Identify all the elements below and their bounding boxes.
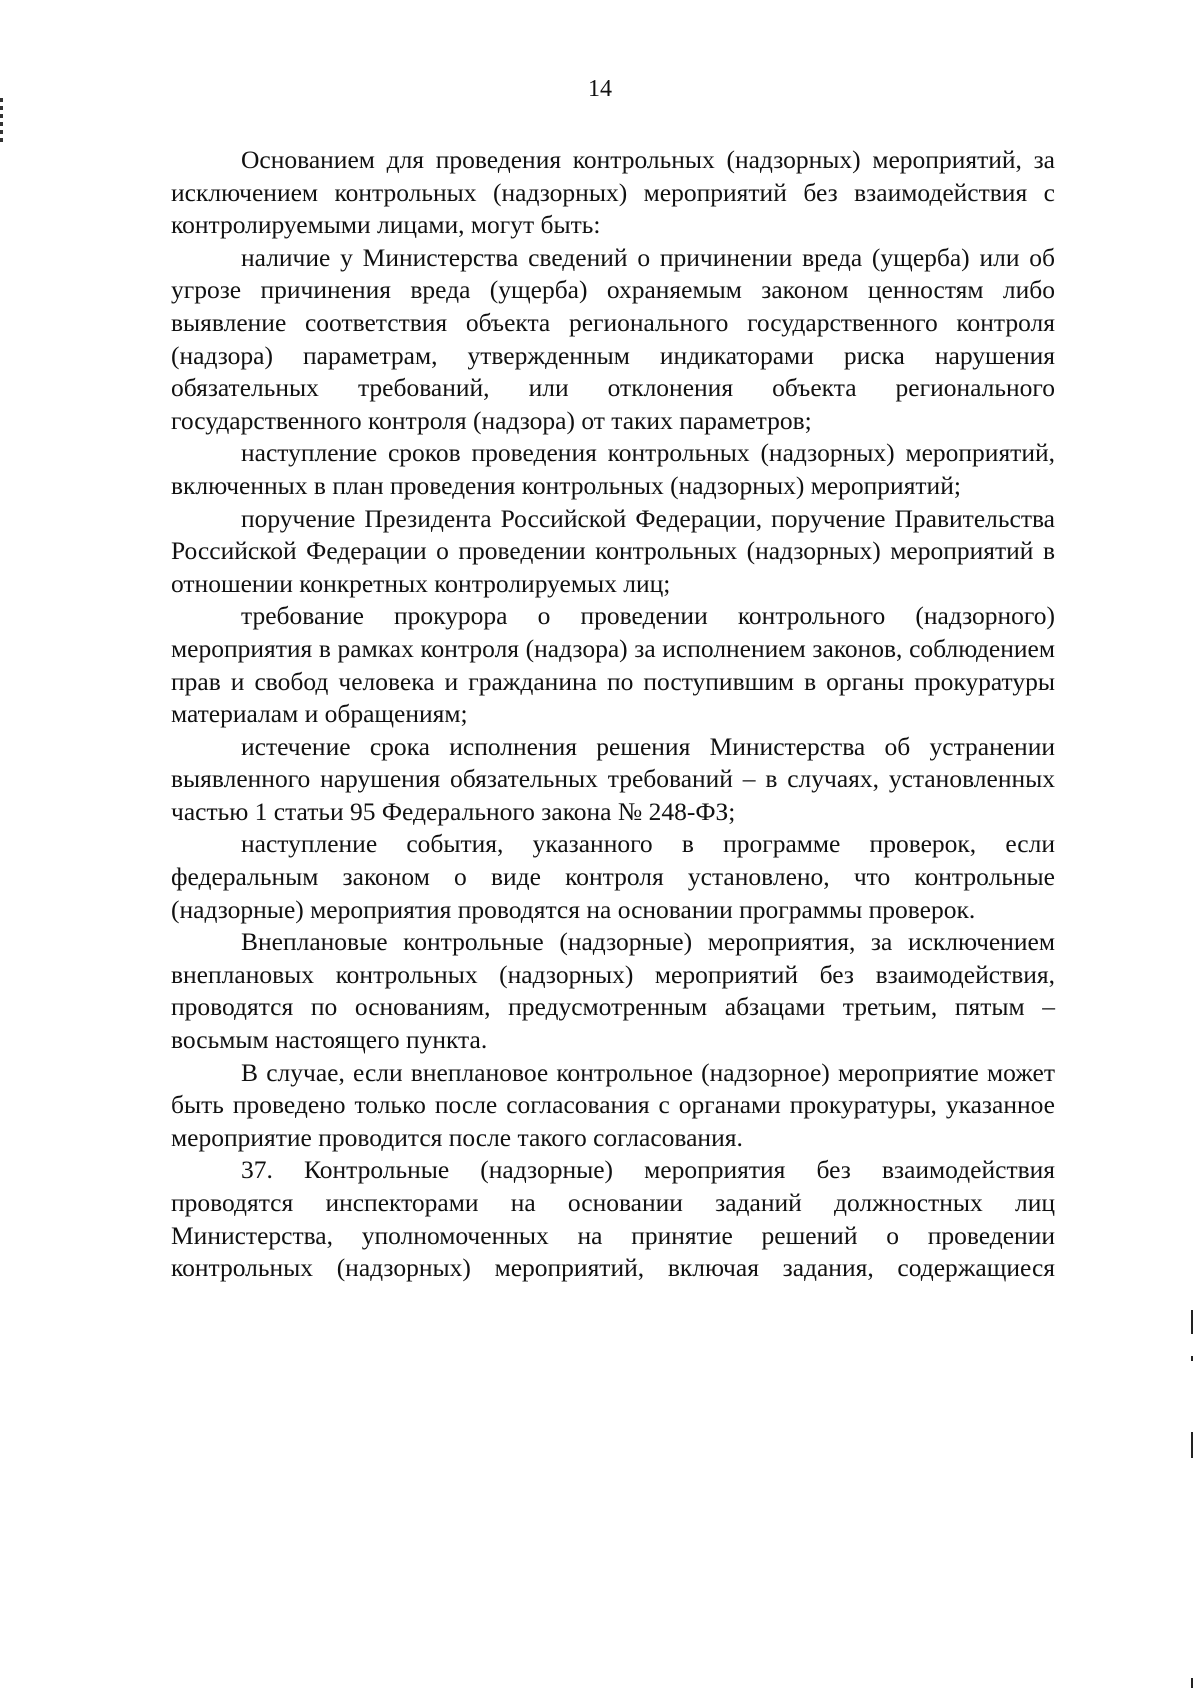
document-body	[171, 144, 1055, 1285]
paragraph-president-order: поручение Президента Российской Федерации, поручение Правительства Российской Федерации о проведении контрольных (надзорных) мероприятий в отношении конкретных контролируемых лиц;	[171, 503, 1055, 598]
paragraph-prosecutor-demand: требование прокурора о проведении контрольного (надзорного) мероприятия в рамках контроля (надзора) за исполнением законов, соблюдением прав и свобод человека и гражданина по поступившим в органы прокуратуры материалам и обращениям;	[171, 601, 1055, 729]
paragraph-item-37: 37. Контрольные (надзорные) мероприятия без взаимодействия проводятся инспекторами на основании заданий должностных лиц Министерства, уполномоченных на принятие решений о проведении контрольных (надзорных) мероприятий, включая задания, содержащиеся	[171, 1155, 1055, 1283]
paragraph-program-event: наступление события, указанного в программе проверок, если федеральным законом о виде контроля установлено, что контрольные (надзорные) мероприятия проводятся на основании программы проверок.	[171, 829, 1055, 924]
margin-mark	[1191, 1356, 1193, 1361]
paragraph-harm-info: наличие у Министерства сведений о причинении вреда (ущерба) или об угрозе причинения вреда (ущерба) охраняемым законом ценностям либо выявление соответствия объекта регионального государственного контроля (надзора) параметрам, утвержденным индикаторами риска нарушения обязательных требований, или отклонения объекта регионального государственного контроля (надзора) от таких параметров;	[171, 242, 1055, 435]
paragraph-unscheduled: Внеплановые контрольные (надзорные) мероприятия, за исключением внеплановых контрольных (надзорных) мероприятий без взаимодействия, проводятся по основаниям, предусмотренным абзацами третьим, пятым – восьмым настоящего пункта.	[171, 927, 1055, 1055]
paragraph-prosecutor-approval: В случае, если внеплановое контрольное (надзорное) мероприятие может быть проведено только после согласования с органами прокуратуры, указанное мероприятие проводится после такого согласования.	[171, 1057, 1055, 1152]
margin-mark	[1191, 1678, 1193, 1688]
margin-mark	[1191, 1310, 1193, 1334]
paragraph-plan-deadlines: наступление сроков проведения контрольных (надзорных) мероприятий, включенных в план проведения контрольных (надзорных) мероприятий;	[171, 438, 1055, 500]
scan-edge-marks	[0, 98, 3, 142]
page-number: 14	[588, 76, 612, 102]
margin-mark	[1191, 1432, 1193, 1458]
paragraph-decision-expiry: истечение срока исполнения решения Министерства об устранении выявленного нарушения обязательных требований – в случаях, установленных частью 1 статьи 95 Федерального закона № 248-ФЗ;	[171, 731, 1055, 826]
paragraph-grounds: Основанием для проведения контрольных (надзорных) мероприятий, за исключением контрольных (надзорных) мероприятий без взаимодействия с контролируемыми лицами, могут быть:	[171, 145, 1055, 240]
